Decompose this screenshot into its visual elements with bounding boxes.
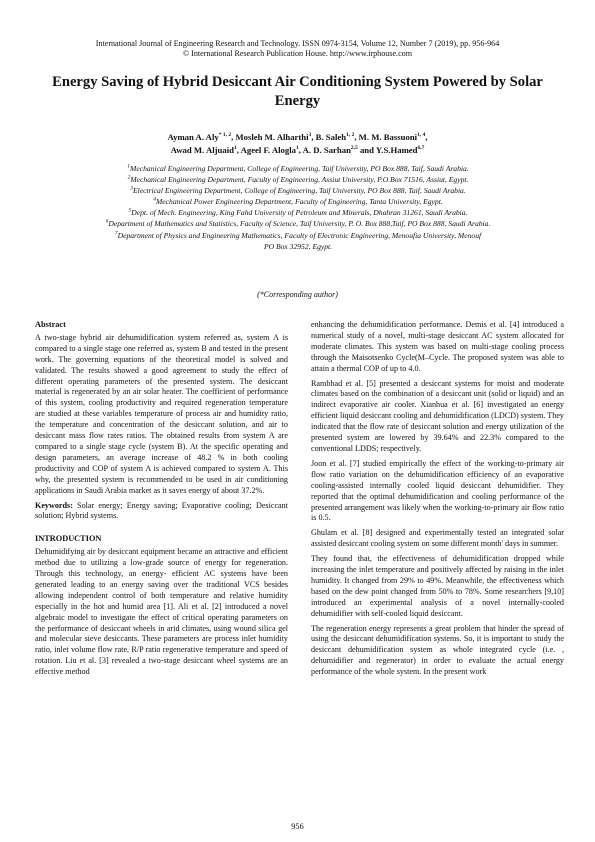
body-paragraph: The regeneration energy represents a great problem that hinder the spread of using the desiccant dehumidification systems. So, it is important to study the desiccant dehumidification system as whole integrated cycle (i.e. , dehumidifier and regenerator) in order to evaluate the actual energy performance of the whole system. In the present work: [311, 623, 564, 677]
author-line: Ayman A. Aly$^{* 1, 2}$, Mosleh M. Alharthi$^3$, B. Saleh$^{1, 2}$, M. M. Bassuoni$^{1, 4}$,: [167, 132, 428, 142]
journal-header: [0, 39, 595, 59]
page-number: 956: [291, 822, 304, 831]
body-paragraph: Ghulam et al. [8] designed and experimentally tested an integrated solar assisted desiccant cooling system on some different month' days in summer.: [311, 528, 564, 549]
affiliation-text: Department of Physics and Engineering Mathematics, Faculty of Electronic Engineering, Menoufia University, Menouf: [117, 230, 482, 240]
affiliation-text: Mechanical Engineering Department, Faculty of Engineering, Assiut University, P.O.Box 71516, Assiut, Egypt.: [130, 175, 469, 185]
author-affiliation-mark: * 1, 2: [218, 132, 232, 139]
author-affiliation-mark: 3: [308, 132, 312, 139]
author-affiliation-mark: 1, 2: [346, 132, 355, 139]
abstract-text: A two-stage hybrid air dehumidification system referred as, system A is compared to a single stage one referred as, system B and tested in the present work. The governing equations of the theoretical model is solved and validated. The results showed a good agreement to study the effect of different operating parameters of the presented system. The desiccant material is regenerated by an air solar heater. The coefficient of performance of this system, cooling productivity and required regeneration temperature are studied at these variables temperature of process air and humidity ratio, the temperature and concentration of the desiccant solution, and air to desiccant mass flow rates ratios. The obtained results from system A are compared to a single stage cycle (system B). At the specific operating and design parameters, an average increase of 48.2 % in both cooling productivity and COP of system A is achieved compared to system A. This why, the presented system is recommended to be used in air conditioning applications in Saudi Arabia market as it saves energy of about 37.2%.: [35, 332, 288, 495]
author-list: [40, 131, 555, 157]
affiliation-text: Mechanical Power Engineering Department, Faculty of Engineering, Tanta University, Egypt.: [155, 197, 443, 207]
body-paragraph: They found that, the effectiveness of dehumidification dropped while increasing the inlet temperature and positively affected by raising in the inlet humidity. It changed from 29% to 49%. Meanwhile, the effectiveness which based on the dew point changed from 50% to 78%. Some researchers [9,10] introduced an experimental analysis of a novel internally-cooled dehumidifier with self-cooled liquid desiccant.: [311, 554, 564, 618]
keywords-label: Keywords:: [35, 500, 73, 510]
affiliation: [28, 207, 568, 218]
keywords: [35, 501, 288, 523]
author-name: Y.S.Hamed: [375, 145, 418, 155]
paper-title: Energy Saving of Hybrid Desiccant Air Conditioning System Powered by Solar Energy: [52, 74, 543, 109]
affiliation-number: 6: [105, 218, 109, 225]
introduction-heading: INTRODUCTION: [35, 534, 102, 544]
body-paragraph: Joon et al. [7] studied empirically the effect of the working-to-primary air flow ratio variation on the dehumidification efficiency of an evaporative cooling-assisted internally cooled liquid desiccant dehumidifier. They reported that the optimal dehumidification and cooling performance of the presented arrangement was likely when the working-to-primary air flow ratio is 0.5.: [311, 458, 564, 523]
affiliation-text: Mechanical Engineering Department, College of Engineering, Taif University, PO Box 888, Taif, Saudi Arabia.: [130, 164, 469, 173]
author-name: B. Saleh: [315, 132, 347, 142]
author-name: Ayman A. Aly: [167, 132, 219, 142]
affiliation: [28, 241, 568, 252]
journal-citation-line: International Journal of Engineering Research and Technology. ISSN 0974-3154, Volume 12, Number 7 (2019), pp. 956-964: [95, 39, 500, 48]
affiliation: [28, 230, 568, 241]
affiliation-text: Dept. of Mech. Engineering, King Fahd University of Petroleum and Minerals, Dhahran 31261, Saudi Arabia.: [131, 208, 468, 218]
affiliation: [28, 196, 568, 207]
author-affiliation-mark: 1, 4: [417, 132, 426, 139]
affiliation: [28, 163, 568, 174]
author-affiliation-mark: 1: [233, 145, 237, 152]
author-name: Ageel F. Alogla: [240, 145, 296, 155]
affiliation-text: PO Box 32952, Egypt.: [263, 241, 333, 251]
affiliation-text: Electrical Engineering Department, College of Engineering, Taif University, PO Box 888, Taif, Saudi Arabia.: [132, 186, 466, 196]
author-name: Mosleh M. Alharthi: [235, 132, 309, 142]
publisher-line: © International Research Publication House. http://www.irphouse.com: [182, 49, 413, 58]
abstract-heading: Abstract: [35, 320, 66, 329]
body-paragraph: enhancing the dehumidification performance. Demis et al. [4] introduced a numerical study of a novel, multi-stage desiccant AC system allocated for moderate climates. This system was based on multi-stage cooling process through the Maisotsenko Cycle(M–Cycle. The proposed system was able to attain a thermal COP of up to 4.0.: [311, 320, 564, 373]
author-affiliation-mark: 6,7: [417, 145, 425, 152]
corresponding-author-note: (*Corresponding author): [257, 290, 338, 299]
affiliation-list: [28, 163, 568, 252]
author-name: M. M. Bassuoni: [358, 132, 418, 142]
author-affiliation-mark: 2,5: [350, 145, 358, 152]
affiliation-text: Department of Mathematics and Statistics, Faculty of Science, Taif University, P. O. Box 888,Taif, PO Box 888, Saudi Arabia.: [108, 219, 491, 229]
affiliation: [28, 218, 568, 229]
author-name: Awad M. Aljuaid: [170, 145, 234, 155]
affiliation-number: 7: [114, 230, 118, 237]
affiliation-number: 1: [127, 163, 131, 170]
affiliation-number: 4: [153, 196, 156, 203]
author-line: Awad M. Aljuaid$^1$, Ageel F. Alogla$^1$, A. D. Sarhan$^{2,5}$ and Y.S.Hamed$^{6,7}$: [170, 145, 425, 155]
author-name: A. D. Sarhan: [302, 145, 351, 155]
author-affiliation-mark: 1: [296, 145, 299, 152]
affiliation-number: 5: [128, 207, 132, 214]
left-column: [35, 320, 288, 682]
affiliation: [28, 185, 568, 196]
affiliation: [28, 174, 568, 185]
affiliation-number: 3: [130, 185, 133, 192]
keywords-text: Solar energy; Energy saving; Evaporative cooling; Desiccant solution; Hybrid systems.: [35, 500, 288, 521]
introduction-text: Dehumidifying air by desiccant equipment became an attractive and efficient method due to utilizing a low-grade source of energy for regeneration. Through this technology, an energy- efficient AC systems have been generated leading to an energy saving over the traditional VCS besides allowing independent control of both temperature and relative humidity especially in the hot and humid area [1]. Ali et al. [2] introduced a novel algebraic model to investigate the effect of critical operating parameters on the performance of desiccant wheels in arid climates, using wound silica gel and molecular sieve desiccants. These parameters are process inlet humidity ratio, inlet volume flow rate, R/P ratio regenerative temperature and speed of rotation. Liu et al. [3] revealed a two-stage desiccant wheel systems are an effective method: [35, 547, 288, 677]
right-column: [311, 320, 564, 682]
body-paragraph: Rambhad et al. [5] presented a desiccant systems for moist and moderate climates based on the combination of a desiccant unit (solid or liquid) and an indirect evaporative air cooler. Xianhua et al. [6] investigated an energy efficient liquid desiccant cooling and dehumidification (LDCD) system. They indicated that the flow rate of desiccant solution and energy utilization of the presented system are lowered by 39.64% and 22.3% compared to the conventional LDDS; respectively.: [311, 378, 564, 453]
affiliation-number: 2: [127, 174, 131, 181]
